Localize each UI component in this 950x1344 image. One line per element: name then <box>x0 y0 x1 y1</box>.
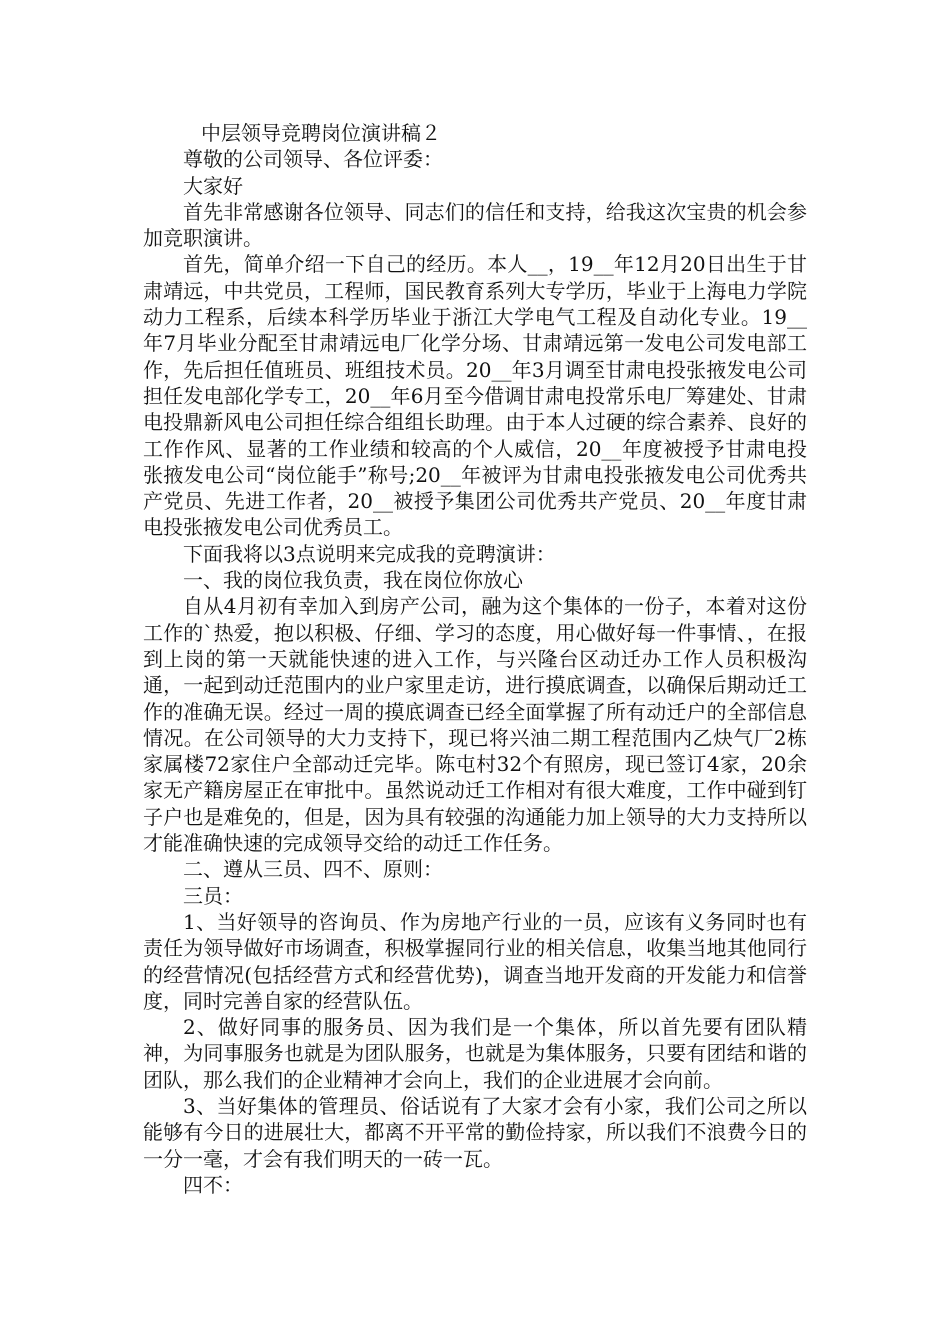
document-title: 中层领导竞聘岗位演讲稿２ <box>201 121 441 145</box>
subheading-three-roles: 三员： <box>183 883 243 908</box>
section-heading-1: 一、我的岗位我负责，我在岗位你放心 <box>183 568 523 593</box>
greeting: 大家好 <box>183 173 243 198</box>
salutation: 尊敬的公司领导、各位评委： <box>183 147 443 172</box>
paragraph-role-3: 3、当好集体的管理员、俗话说有了大家才会有小家，我们公司之所以能够有今日的进展壮大，都离不开平常的勤俭持家，所以我们不浪费今日的一分一毫，才会有我们明天的一砖一瓦。 <box>143 1093 807 1171</box>
paragraph-outline: 下面我将以3点说明来完成我的竞聘演讲： <box>183 541 556 566</box>
paragraph-section-1: 自从4月初有幸加入到房产公司，融为这个集体的一份子，本着对这份工作的`热爱，抱以积极、仔细、学习的态度，用心做好每一件事情、，在报到上岗的第一天就能快速的进入工作，与兴隆台区动迁办工作人员积极沟通，一起到动迁范围内的业户家里走访，进行摸底调查，以确保后期动迁工作的准确无误。经过一周的摸底调查已经全面掌握了所有动迁户的全部信息情况。在公司领导的大力支持下，现已将兴油二期工程范围内乙炔气厂2栋家属楼72家住户全部动迁完毕。陈屯村32个有照房，现已签订4家，20余家无产籍房屋正在审批中。虽然说动迁工作相对有很大难度，工作中碰到钉子户也是难免的，但是，因为具有较强的沟通能力加上领导的大力支持所以才能准确快速的完成领导交给的动迁工作任务。 <box>143 594 807 856</box>
paragraph-background: 首先，简单介绍一下自己的经历。本人__，19__年12月20日出生于甘肃靖远，中共党员，工程师，国民教育系列大专学历，毕业于上海电力学院动力工程系，后续本科学历毕业于浙江大学电气工程及自动化专业。19__年7月毕业分配至甘肃靖远电厂化学分场、甘肃靖远第一发电公司发电部工作，先后担任值班员、班组技术员。20__年3月调至甘肃电投张掖发电公司担任发电部化学专工，20__年6月至今借调甘肃电投常乐电厂筹建处、甘肃电投鼎新风电公司担任综合组组长助理。由于本人过硬的综合素养、良好的工作作风、显著的工作业绩和较高的个人威信，20__年度被授予甘肃电投张掖发电公司“岗位能手”称号;20__年被评为甘肃电投张掖发电公司优秀共产党员、先进工作者，20__被授予集团公司优秀共产党员、20__年度甘肃电投张掖发电公司优秀员工。 <box>143 252 807 540</box>
document-body <box>143 120 807 1198</box>
paragraph-role-2: 2、做好同事的服务员、因为我们是一个集体，所以首先要有团队精神，为同事服务也就是为团队服务，也就是为集体服务，只要有团结和谐的团队，那么我们的企业精神才会向上，我们的企业进展才会向前。 <box>143 1015 807 1092</box>
subheading-four-nots: 四不： <box>183 1172 243 1197</box>
paragraph-role-1: 1、当好领导的咨询员、作为房地产行业的一员，应该有义务同时也有责任为领导做好市场调查，积极掌握同行业的相关信息，收集当地其他同行的经营情况(包括经营方式和经营优势)，调查当地开发商的开发能力和信誉度，同时完善自家的经营队伍。 <box>143 909 807 1013</box>
section-heading-2: 二、遵从三员、四不、原则： <box>183 857 443 882</box>
paragraph-thanks: 首先非常感谢各位领导、同志们的信任和支持，给我这次宝贵的机会参加竞职演讲。 <box>143 199 807 251</box>
